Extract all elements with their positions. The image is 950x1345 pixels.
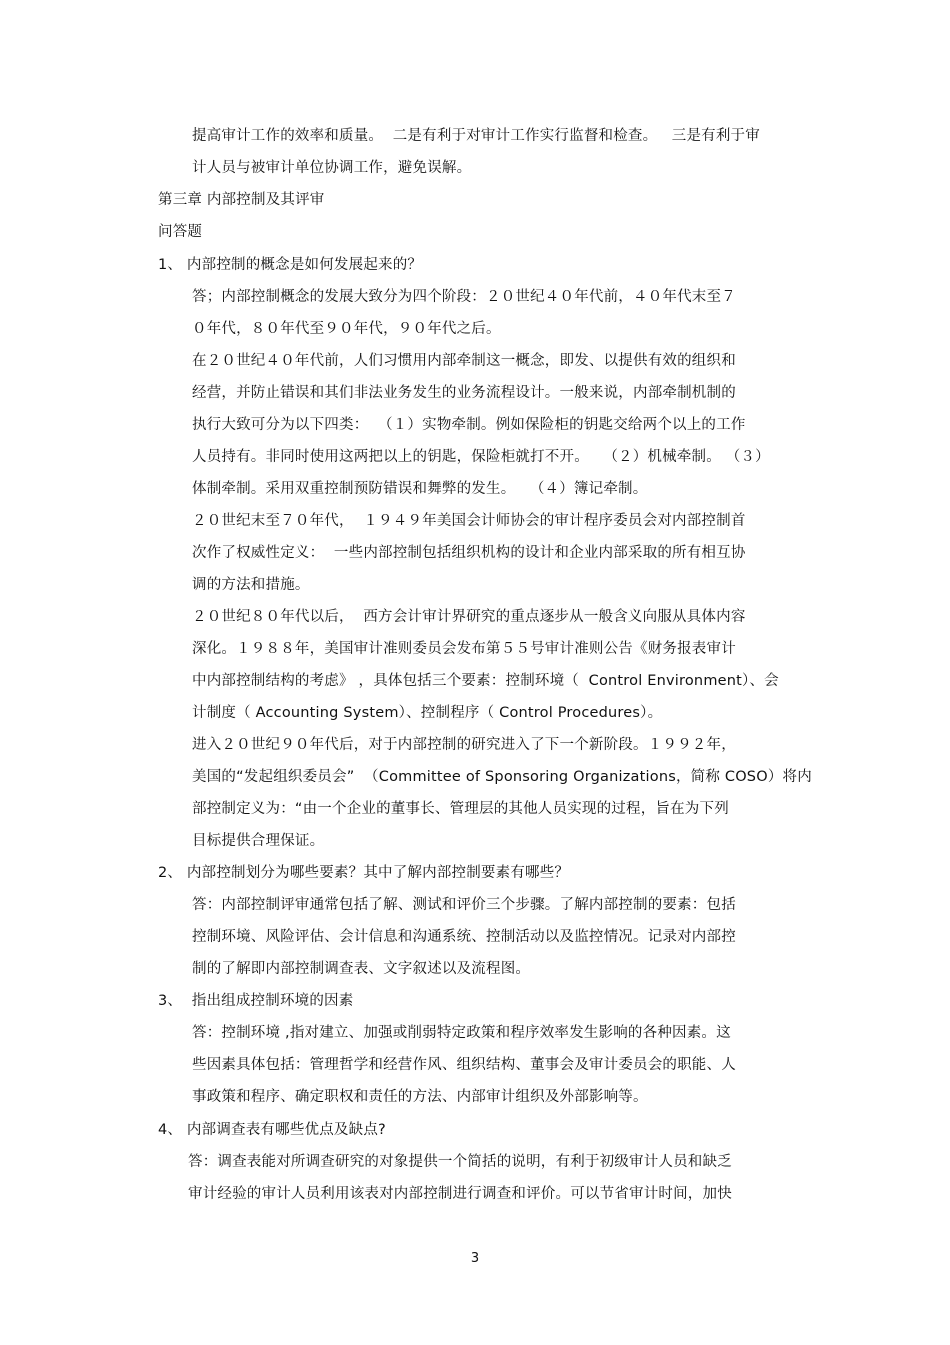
text-line: 进入２０世纪９０年代后，对于内部控制的研究进入了下一个新阶段。１９９２年，: [192, 737, 736, 753]
text-line: 提高审计工作的效率和质量。 二是有利于对审计工作实行监督和检查。 三是有利于审: [192, 128, 760, 144]
text-line: ２０世纪末至７０年代， １９４９年美国会计师协会的审计程序委员会对内部控制首: [192, 513, 746, 529]
text-line: ２０世纪８０年代以后， 西方会计审计界研究的重点逐步从一般含义向服从具体内容: [192, 609, 746, 625]
text-line: 执行大致可分为以下四类： （１）实物牵制。例如保险柜的钥匙交给两个以上的工作: [192, 417, 746, 433]
text-line: 在２０世纪４０年代前，人们习惯用内部牵制这一概念，即发、以提供有效的组织和: [192, 353, 736, 369]
chapter-heading: 第三章 内部控制及其评审: [158, 192, 325, 208]
text-line: ０年代，８０年代至９０年代，９０年代之后。: [192, 321, 501, 337]
text-line: 答：控制环境 ,指对建立、加强或削弱特定政策和程序效率发生影响的各种因素。这: [192, 1025, 731, 1041]
text-line: 答；内部控制概念的发展大致分为四个阶段：２０世纪４０年代前，４０年代末至７: [192, 289, 736, 305]
page-number: 3: [470, 1251, 480, 1266]
text-line: 部控制定义为：“由一个企业的董事长、管理层的其他人员实现的过程，旨在为下列: [192, 801, 729, 817]
text-line: 控制环境、风险评估、会计信息和沟通系统、控制活动以及监控情况。记录对内部控: [192, 929, 736, 945]
section-heading: 问答题: [158, 224, 203, 240]
text-line: 体制牵制。采用双重控制预防错误和舞弊的发生。 （４）簿记牵制。: [192, 481, 648, 497]
question-3: 3、 指出组成控制环境的因素: [158, 993, 354, 1009]
question-1: 1、 内部控制的概念是如何发展起来的？: [158, 257, 423, 273]
text-line: 美国的“发起组织委员会” （Committee of Sponsoring Organizations，简称 COSO）将内: [192, 769, 812, 785]
text-line: 答：调查表能对所调查研究的对象提供一个简括的说明，有利于初级审计人员和缺乏: [188, 1154, 732, 1170]
text-line: 人员持有。非同时使用这两把以上的钥匙，保险柜就打不开。 （２）机械牵制。 （３）: [192, 449, 770, 465]
text-line: 审计经验的审计人员利用该表对内部控制进行调查和评价。可以节省审计时间，加快: [188, 1186, 732, 1202]
text-line: 次作了权威性定义： 一些内部控制包括组织机构的设计和企业内部采取的所有相互协: [192, 545, 746, 561]
question-4: 4、 内部调查表有哪些优点及缺点?: [158, 1122, 386, 1138]
text-line: 深化。１９８８年，美国审计准则委员会发布第５５号审计准则公告《财务报表审计: [192, 641, 736, 657]
text-line: 计制度（ Accounting System）、控制程序（ Control Procedures）。: [192, 705, 663, 721]
text-line: 些因素具体包括：管理哲学和经营作风、组织结构、董事会及审计委员会的职能、人: [192, 1057, 736, 1073]
question-2: 2、 内部控制划分为哪些要素？其中了解内部控制要素有哪些？: [158, 865, 570, 881]
text-line: 调的方法和措施。: [192, 577, 310, 593]
text-line: 制的了解即内部控制调查表、文字叙述以及流程图。: [192, 961, 531, 977]
text-line: 经营，并防止错误和其们非法业务发生的业务流程设计。一般来说，内部牵制机制的: [192, 385, 736, 401]
text-line: 目标提供合理保证。: [192, 833, 325, 849]
text-line: 事政策和程序、确定职权和责任的方法、内部审计组织及外部影响等。: [192, 1089, 648, 1105]
text-line: 答：内部控制评审通常包括了解、测试和评价三个步骤。了解内部控制的要素：包括: [192, 897, 736, 913]
text-line: 计人员与被审计单位协调工作，避免误解。: [192, 160, 472, 176]
text-line: 中内部控制结构的考虑》 ，具体包括三个要素：控制环境（ Control Environment）、会: [192, 673, 779, 689]
